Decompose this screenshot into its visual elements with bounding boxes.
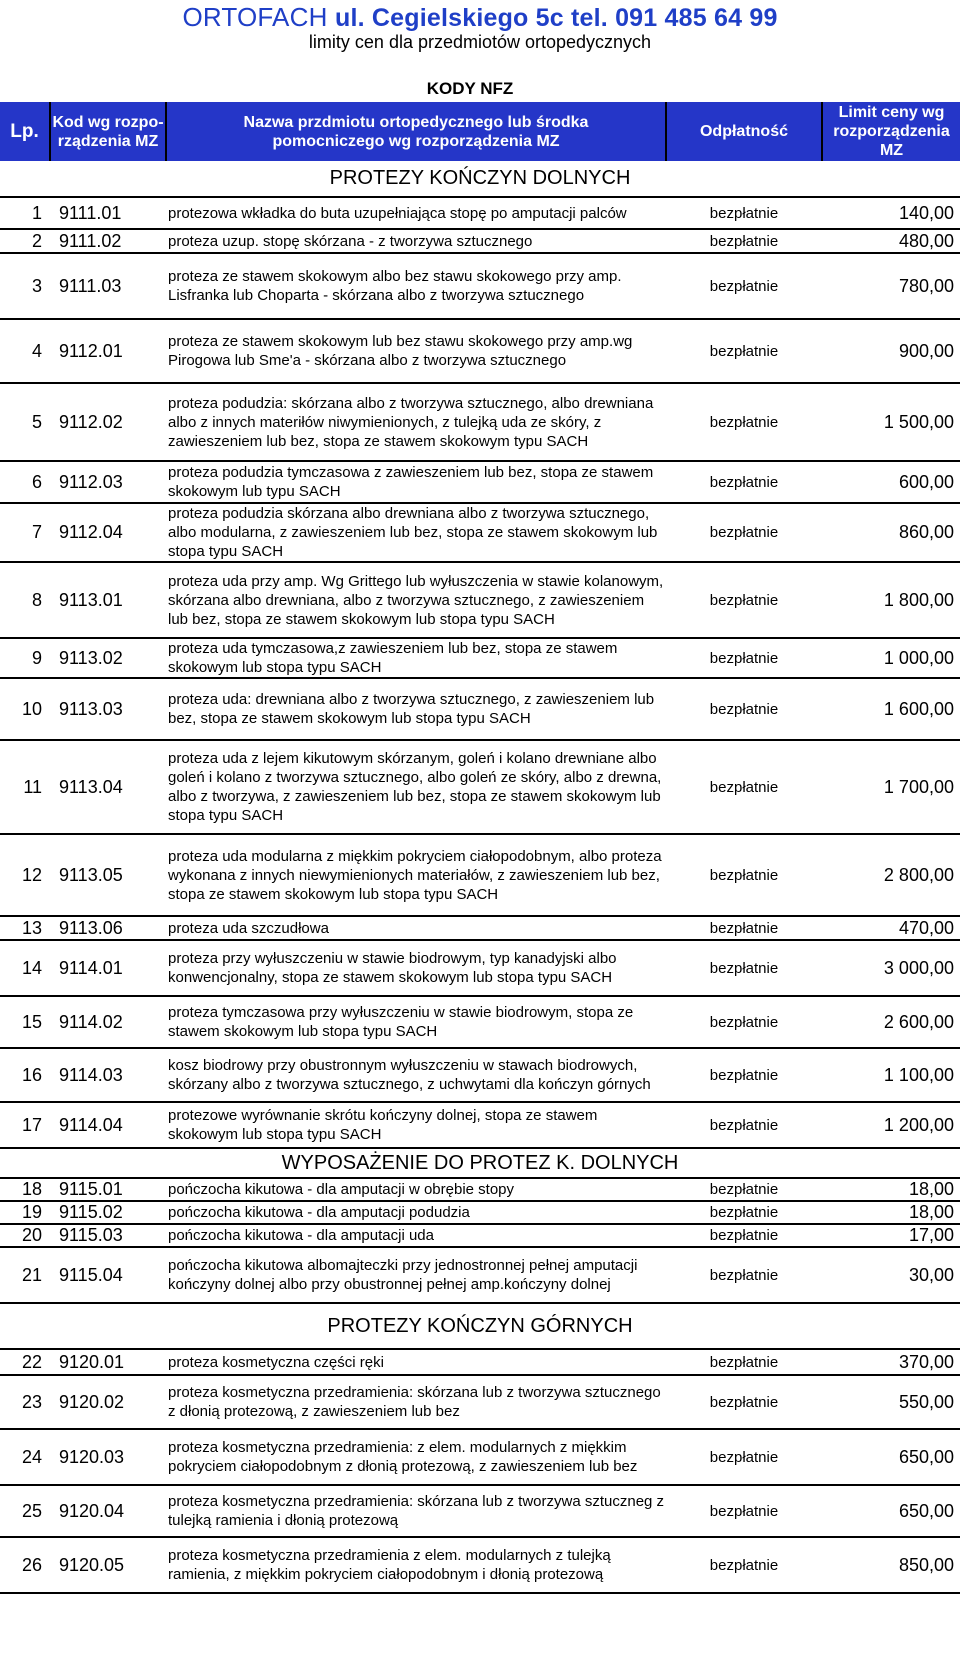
row-lp: 12 — [0, 834, 50, 916]
row-code: 9115.01 — [50, 1178, 166, 1201]
column-header-kod: Kod wg rozpo-rządzenia MZ — [50, 102, 166, 161]
row-lp: 22 — [0, 1349, 50, 1375]
row-lp: 1 — [0, 197, 50, 229]
row-name: proteza kosmetyczna przedramienia: skórzana lub z tworzywa sztuczneg z tulejką ramienia i dłonią protezową — [166, 1485, 666, 1537]
table-row — [0, 503, 960, 562]
table-row — [0, 461, 960, 503]
row-lp: 25 — [0, 1485, 50, 1537]
section-title: WYPOSAŻENIE DO PROTEZ K. DOLNYCH — [0, 1148, 960, 1178]
row-limit: 550,00 — [822, 1375, 960, 1429]
table-row — [0, 1224, 960, 1247]
section-title: PROTEZY KOŃCZYN DOLNYCH — [0, 161, 960, 197]
table-row — [0, 1201, 960, 1224]
row-code: 9120.02 — [50, 1375, 166, 1429]
row-name: pończocha kikutowa - dla amputacji uda — [166, 1224, 666, 1247]
table-body — [0, 161, 960, 1593]
table-row — [0, 562, 960, 638]
row-lp: 7 — [0, 503, 50, 562]
row-limit: 370,00 — [822, 1349, 960, 1375]
row-code: 9112.04 — [50, 503, 166, 562]
row-name: proteza podudzia: skórzana albo z tworzywa sztucznego, albo drewniana albo z innych materiłów niwymienionych, z tulejką uda ze skóry, z zawieszeniem lub bez, stopa ze stawem skokowym typu SACH — [166, 383, 666, 461]
row-payment: bezpłatnie — [666, 678, 822, 740]
row-limit: 780,00 — [822, 253, 960, 319]
row-lp: 24 — [0, 1429, 50, 1485]
row-code: 9114.03 — [50, 1048, 166, 1102]
row-payment: bezpłatnie — [666, 1201, 822, 1224]
row-name: protezowe wyrównanie skrótu kończyny dolnej, stopa ze stawem skokowym lub stopa typu SACH — [166, 1102, 666, 1148]
row-code: 9111.01 — [50, 197, 166, 229]
row-limit: 1 000,00 — [822, 638, 960, 678]
row-code: 9114.02 — [50, 996, 166, 1048]
row-lp: 26 — [0, 1537, 50, 1593]
row-payment: bezpłatnie — [666, 1485, 822, 1537]
row-limit: 17,00 — [822, 1224, 960, 1247]
table-row — [0, 1375, 960, 1429]
row-limit: 30,00 — [822, 1247, 960, 1303]
row-payment: bezpłatnie — [666, 996, 822, 1048]
row-payment: bezpłatnie — [666, 383, 822, 461]
row-code: 9114.04 — [50, 1102, 166, 1148]
table-row — [0, 916, 960, 940]
brand-name: ORTOFACH — [182, 2, 328, 32]
table-row — [0, 996, 960, 1048]
row-name: proteza tymczasowa przy wyłuszczeniu w stawie biodrowym, stopa ze stawem skokowym lub stopa typu SACH — [166, 996, 666, 1048]
row-limit: 850,00 — [822, 1537, 960, 1593]
row-name: proteza ze stawem skokowym lub bez stawu skokowego przy amp.wg Pirogowa lub Sme'a - skórzana albo z tworzywa sztucznego — [166, 319, 666, 383]
row-limit: 3 000,00 — [822, 940, 960, 996]
row-lp: 5 — [0, 383, 50, 461]
row-name: proteza ze stawem skokowym albo bez stawu skokowego przy amp. Lisfranka lub Choparta - skórzana albo z tworzywa sztucznego — [166, 253, 666, 319]
row-name: proteza uda przy amp. Wg Grittego lub wyłuszczenia w stawie kolanowym, skórzana albo drewniana, albo z tworzywa sztucznego, z zawieszeniem lub bez, stopa ze stawem skokowym lub stopa typu SACH — [166, 562, 666, 638]
row-name: kosz biodrowy przy obustronnym wyłuszczeniu w stawach biodrowych, skórzany albo z tworzywa sztucznego, z uchwytami dla kończyn górnych — [166, 1048, 666, 1102]
row-payment: bezpłatnie — [666, 1349, 822, 1375]
row-lp: 3 — [0, 253, 50, 319]
row-payment: bezpłatnie — [666, 253, 822, 319]
row-code: 9111.03 — [50, 253, 166, 319]
column-header-odplatnosc: Odpłatność — [666, 102, 822, 161]
row-name: proteza kosmetyczna przedramienia: skórzana lub z tworzywa sztucznego z dłonią protezową, z zawieszeniem lub bez — [166, 1375, 666, 1429]
row-limit: 1 200,00 — [822, 1102, 960, 1148]
row-code: 9111.02 — [50, 229, 166, 253]
row-code: 9115.02 — [50, 1201, 166, 1224]
row-limit: 1 500,00 — [822, 383, 960, 461]
row-payment: bezpłatnie — [666, 916, 822, 940]
row-lp: 6 — [0, 461, 50, 503]
row-lp: 11 — [0, 740, 50, 834]
table-row — [0, 1102, 960, 1148]
row-name: proteza podudzia skórzana albo drewniana albo z tworzywa sztucznego, albo modularna, z zawieszeniem lub bez, stopa ze stawem skokowym lub stopa typu SACH — [166, 503, 666, 562]
section-title: PROTEZY KOŃCZYN GÓRNYCH — [0, 1303, 960, 1349]
table-row — [0, 678, 960, 740]
row-code: 9112.01 — [50, 319, 166, 383]
table-row — [0, 229, 960, 253]
column-header-nazwa: Nazwa przdmiotu ortopedycznego lub środka pomocniczego wg rozporządzenia MZ — [166, 102, 666, 161]
row-limit: 2 800,00 — [822, 834, 960, 916]
document-title — [0, 2, 960, 33]
row-code: 9113.03 — [50, 678, 166, 740]
row-lp: 23 — [0, 1375, 50, 1429]
row-name: proteza kosmetyczna części ręki — [166, 1349, 666, 1375]
table-header-row — [0, 102, 960, 161]
row-code: 9115.03 — [50, 1224, 166, 1247]
row-code: 9112.03 — [50, 461, 166, 503]
row-name: proteza kosmetyczna przedramienia z elem. modularnych z tulejką ramienia, z miękkim pokryciem ciałopodobnym i dłonią protezową — [166, 1537, 666, 1593]
row-payment: bezpłatnie — [666, 834, 822, 916]
row-lp: 13 — [0, 916, 50, 940]
row-code: 9120.03 — [50, 1429, 166, 1485]
table-row — [0, 319, 960, 383]
row-limit: 18,00 — [822, 1178, 960, 1201]
row-code: 9113.04 — [50, 740, 166, 834]
row-lp: 19 — [0, 1201, 50, 1224]
table-row — [0, 1349, 960, 1375]
row-payment: bezpłatnie — [666, 562, 822, 638]
row-payment: bezpłatnie — [666, 1048, 822, 1102]
row-payment: bezpłatnie — [666, 319, 822, 383]
row-name: pończocha kikutowa albomajteczki przy jednostronnej pełnej amputacji kończyny dolnej albo przy obustronnej pełnej amp.kończyny dolnej — [166, 1247, 666, 1303]
row-lp: 8 — [0, 562, 50, 638]
row-limit: 140,00 — [822, 197, 960, 229]
row-name: proteza uda: drewniana albo z tworzywa sztucznego, z zawieszeniem lub bez, stopa ze stawem skokowym lub stopa typu SACH — [166, 678, 666, 740]
table-row — [0, 638, 960, 678]
table-row — [0, 1429, 960, 1485]
row-lp: 15 — [0, 996, 50, 1048]
price-limits-table — [0, 102, 960, 1594]
row-limit: 860,00 — [822, 503, 960, 562]
section-header-row — [0, 1303, 960, 1349]
row-limit: 650,00 — [822, 1429, 960, 1485]
row-lp: 17 — [0, 1102, 50, 1148]
row-lp: 10 — [0, 678, 50, 740]
row-limit: 650,00 — [822, 1485, 960, 1537]
table-row — [0, 1247, 960, 1303]
row-lp: 2 — [0, 229, 50, 253]
row-payment: bezpłatnie — [666, 197, 822, 229]
table-row — [0, 253, 960, 319]
row-code: 9120.05 — [50, 1537, 166, 1593]
row-payment: bezpłatnie — [666, 1537, 822, 1593]
table-row — [0, 1048, 960, 1102]
row-payment: bezpłatnie — [666, 229, 822, 253]
row-code: 9120.04 — [50, 1485, 166, 1537]
table-row — [0, 197, 960, 229]
row-name: proteza uda szczudłowa — [166, 916, 666, 940]
row-code: 9113.05 — [50, 834, 166, 916]
row-payment: bezpłatnie — [666, 1375, 822, 1429]
document-subtitle: limity cen dla przedmiotów ortopedycznych — [308, 32, 652, 52]
row-limit: 1 800,00 — [822, 562, 960, 638]
row-limit: 900,00 — [822, 319, 960, 383]
row-code: 9113.06 — [50, 916, 166, 940]
kody-nfz-label: KODY NFZ — [426, 79, 514, 98]
row-name: pończocha kikutowa - dla amputacji w obrębie stopy — [166, 1178, 666, 1201]
row-name: proteza uda tymczasowa,z zawieszeniem lub bez, stopa ze stawem skokowym lub stopa typu SACH — [166, 638, 666, 678]
row-limit: 1 100,00 — [822, 1048, 960, 1102]
row-name: proteza uzup. stopę skórzana - z tworzywa sztucznego — [166, 229, 666, 253]
row-code: 9113.01 — [50, 562, 166, 638]
row-limit: 2 600,00 — [822, 996, 960, 1048]
table-row — [0, 834, 960, 916]
row-code: 9115.04 — [50, 1247, 166, 1303]
row-payment: bezpłatnie — [666, 1429, 822, 1485]
row-payment: bezpłatnie — [666, 638, 822, 678]
row-name: pończocha kikutowa - dla amputacji podudzia — [166, 1201, 666, 1224]
row-name: proteza przy wyłuszczeniu w stawie biodrowym, typ kanadyjski albo konwencjonalny, stopa ze stawem skokowym lub stopa typu SACH — [166, 940, 666, 996]
row-lp: 18 — [0, 1178, 50, 1201]
table-row — [0, 1485, 960, 1537]
row-code: 9113.02 — [50, 638, 166, 678]
row-name: proteza kosmetyczna przedramienia: z elem. modularnych z miękkim pokryciem ciałopodobnym z dłonią protezową, z zawieszeniem lub bez — [166, 1429, 666, 1485]
section-header-row — [0, 161, 960, 197]
row-lp: 4 — [0, 319, 50, 383]
row-limit: 600,00 — [822, 461, 960, 503]
row-payment: bezpłatnie — [666, 1178, 822, 1201]
row-payment: bezpłatnie — [666, 1102, 822, 1148]
row-payment: bezpłatnie — [666, 1224, 822, 1247]
row-payment: bezpłatnie — [666, 1247, 822, 1303]
table-row — [0, 1178, 960, 1201]
row-code: 9120.01 — [50, 1349, 166, 1375]
row-name: protezowa wkładka do buta uzupełniająca stopę po amputacji palców — [166, 197, 666, 229]
row-lp: 9 — [0, 638, 50, 678]
row-lp: 20 — [0, 1224, 50, 1247]
table-row — [0, 1537, 960, 1593]
row-limit: 480,00 — [822, 229, 960, 253]
company-address: ul. Cegielskiego 5c tel. 091 485 64 99 — [334, 4, 778, 32]
row-name: proteza uda z lejem kikutowym skórzanym, goleń i kolano drewniane albo goleń i kolano z tworzywa sztucznego, albo goleń ze skóry, albo z drewna, albo z tworzywa, z zawieszeniem lub bez, stopa ze stawem skokowym lub stopa typu SACH — [166, 740, 666, 834]
row-name: proteza podudzia tymczasowa z zawieszeniem lub bez, stopa ze stawem skokowym lub typu SACH — [166, 461, 666, 503]
row-limit: 1 600,00 — [822, 678, 960, 740]
row-code: 9112.02 — [50, 383, 166, 461]
section-header-row — [0, 1148, 960, 1178]
row-lp: 16 — [0, 1048, 50, 1102]
row-payment: bezpłatnie — [666, 461, 822, 503]
row-lp: 21 — [0, 1247, 50, 1303]
table-row — [0, 383, 960, 461]
table-row — [0, 940, 960, 996]
row-payment: bezpłatnie — [666, 940, 822, 996]
row-limit: 470,00 — [822, 916, 960, 940]
table-row — [0, 740, 960, 834]
column-header-limit: Limit ceny wg rozporządzenia MZ — [822, 102, 960, 161]
row-lp: 14 — [0, 940, 50, 996]
row-name: proteza uda modularna z miękkim pokryciem ciałopodobnym, albo proteza wykonana z innych niewymienionych materiałów, z zawieszeniem lub bez, stopa ze stawem skokowym lub stopa typu SACH — [166, 834, 666, 916]
row-code: 9114.01 — [50, 940, 166, 996]
row-limit: 1 700,00 — [822, 740, 960, 834]
row-payment: bezpłatnie — [666, 503, 822, 562]
row-limit: 18,00 — [822, 1201, 960, 1224]
row-payment: bezpłatnie — [666, 740, 822, 834]
column-header-lp: Lp. — [0, 102, 50, 161]
